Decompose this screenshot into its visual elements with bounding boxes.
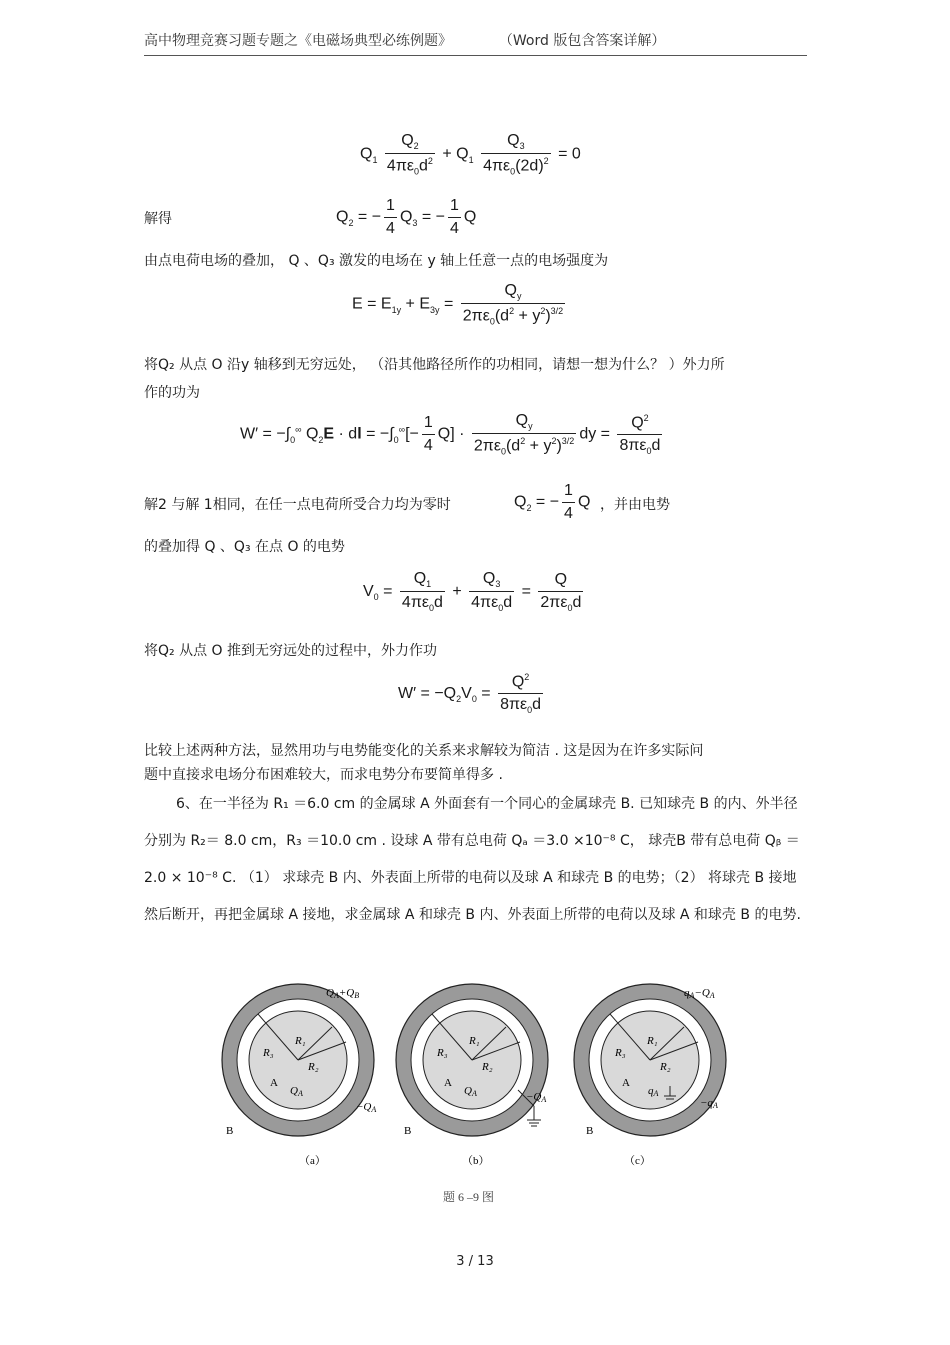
label-r2-a: R₂	[308, 1061, 319, 1073]
label-r1-a: R₁	[295, 1035, 306, 1047]
header-title: 高中物理竞赛习题专题之《电磁场典型必练例题》	[144, 33, 452, 49]
svg-text:QA: QA	[464, 1085, 477, 1098]
svg-text:qA−QA: qA−QA	[684, 987, 715, 1000]
svg-text:R₂: R₂	[660, 1061, 671, 1073]
text-jiede: 解得	[144, 211, 172, 227]
panel-b	[396, 984, 548, 1167]
equation-potential: $V_0$ = $\frac{Q_1}{4\pi\varepsilon_0d}$ + $\frac{Q_3}{4\pi\varepsilon_0d}$ = $\frac{Q}{2\pi\varepsilon_0d}$	[363, 570, 582, 614]
svg-text:B: B	[586, 1125, 594, 1137]
page-number: 3 / 13	[456, 1254, 494, 1269]
problem-6: 6、在一半径为 R₁ ＝6.0 cm 的金属球 A 外面套有一个同心的金属球壳 B. 已知球壳 B 的内、外半径分别为 R₂＝ 8.0 cm，R₃ ＝10.0 cm . 设球 A 带有总电荷 Qₐ ＝3.0 ×10⁻⁸ C， 球壳B 带有总电荷 Qᵦ ＝2.0 × 10⁻⁸ C. （1） 求球壳 B 内、外表面上所带的电荷以及球 A 和球壳 B 的电势；（2） 将球壳 B 接地然后断开，再把金属球 A 接地，求金属球 A 和球壳 B 内、外表面上所带的电荷以及球 A 和球壳 B 的电势.	[144, 796, 801, 923]
svg-text:R₁: R₁	[469, 1035, 480, 1047]
page-header	[144, 30, 807, 50]
text-solution2: 解2 与解 1相同，在任一点电荷所受合力均为零时	[144, 497, 451, 513]
text-push-away: 将Q₂ 从点 O 推到无穷远处的过程中，外力作功	[144, 643, 438, 659]
text-superposition: 由点电荷电场的叠加， Q 、Q₃ 激发的电场在 y 轴上任意一点的电场强度为	[144, 253, 609, 269]
equation-q2: $Q_2$ = − $\frac{1}{4}$ $Q_3$ = − $\frac{1}{4}$ Q	[336, 197, 477, 237]
panel-c	[574, 984, 726, 1167]
svg-text:−QA: −QA	[526, 1091, 547, 1104]
caption-a: （a）	[299, 1155, 326, 1167]
equation-field: $E = E_{1y} + E_{3y}$ = $\frac{Q_y}{2\pi\varepsilon_0(d^2 + y^2)^{3/2}}$	[352, 282, 564, 327]
svg-text:（b）: （b）	[462, 1155, 490, 1167]
text-move: 将Q₂ 从点 O 沿y 轴移到无穷远处， （沿其他路径所作的功相同，请想一想为什么？ ）外力所	[144, 357, 725, 373]
header-rule	[144, 55, 807, 56]
svg-text:A: A	[622, 1077, 630, 1089]
text-superpose-potential: 的叠加得 Q 、Q₃ 在点 O 的电势	[144, 539, 345, 555]
label-outer-a: QA+QB	[326, 987, 360, 1000]
svg-text:A: A	[444, 1077, 452, 1089]
panel-a	[222, 984, 376, 1167]
text-work: 作的功为	[144, 385, 200, 401]
label-a-a: A	[270, 1077, 278, 1089]
svg-text:B: B	[404, 1125, 412, 1137]
equation-force-balance: $Q_1$ $\frac{Q_2}{4\pi\varepsilon_0d^2}$ + $Q_1$ $\frac{Q_3}{4\pi\varepsilon_0(2d)^2}$ = 0	[360, 132, 581, 177]
svg-text:R₁: R₁	[647, 1035, 658, 1047]
header-subtitle: （Word 版包含答案详解）	[498, 33, 666, 49]
equation-work-integral: $W' = -\int_0^\infty$ $Q_2E$ · dl = $-\int_0^\infty[-$ $\frac{1}{4}$ Q] · $\frac{Q_y}{2\pi\varepsilon_0(d^2 + y^2)^{3/2}}$ dy = $\frac{Q^2}{8\pi\varepsilon_0d}$	[240, 412, 661, 457]
svg-text:R₃: R₃	[437, 1047, 448, 1059]
svg-text:−qA: −qA	[700, 1097, 718, 1110]
equation-q2-sol2: $Q_2$ = − $\frac{1}{4}$ Q	[514, 482, 591, 522]
text-solution2-tail: ，并由电势	[600, 497, 670, 513]
text-compare-2: 题中直接求电场分布困难较大，而求电势分布要简单得多 .	[144, 767, 503, 783]
label-shell-a: −QA	[356, 1101, 377, 1114]
svg-text:（c）: （c）	[624, 1155, 651, 1167]
svg-text:R₃: R₃	[615, 1047, 626, 1059]
text-compare-1: 比较上述两种方法，显然用功与电势能变化的关系来求解较为简洁 . 这是因为在许多实际问	[144, 743, 704, 759]
label-qa-a: QA	[290, 1085, 303, 1098]
figure-caption: 题 6 –9 图	[443, 1190, 495, 1204]
svg-text:R₂: R₂	[482, 1061, 493, 1073]
figure-concentric-spheres	[200, 982, 760, 1172]
equation-work-potential: $W' = -Q_2V_0$ = $\frac{Q^2}{8\pi\varepsilon_0d}$	[398, 672, 542, 716]
svg-text:qA: qA	[648, 1085, 659, 1098]
label-b-a: B	[226, 1125, 234, 1137]
label-r3-a: R₃	[263, 1047, 274, 1059]
